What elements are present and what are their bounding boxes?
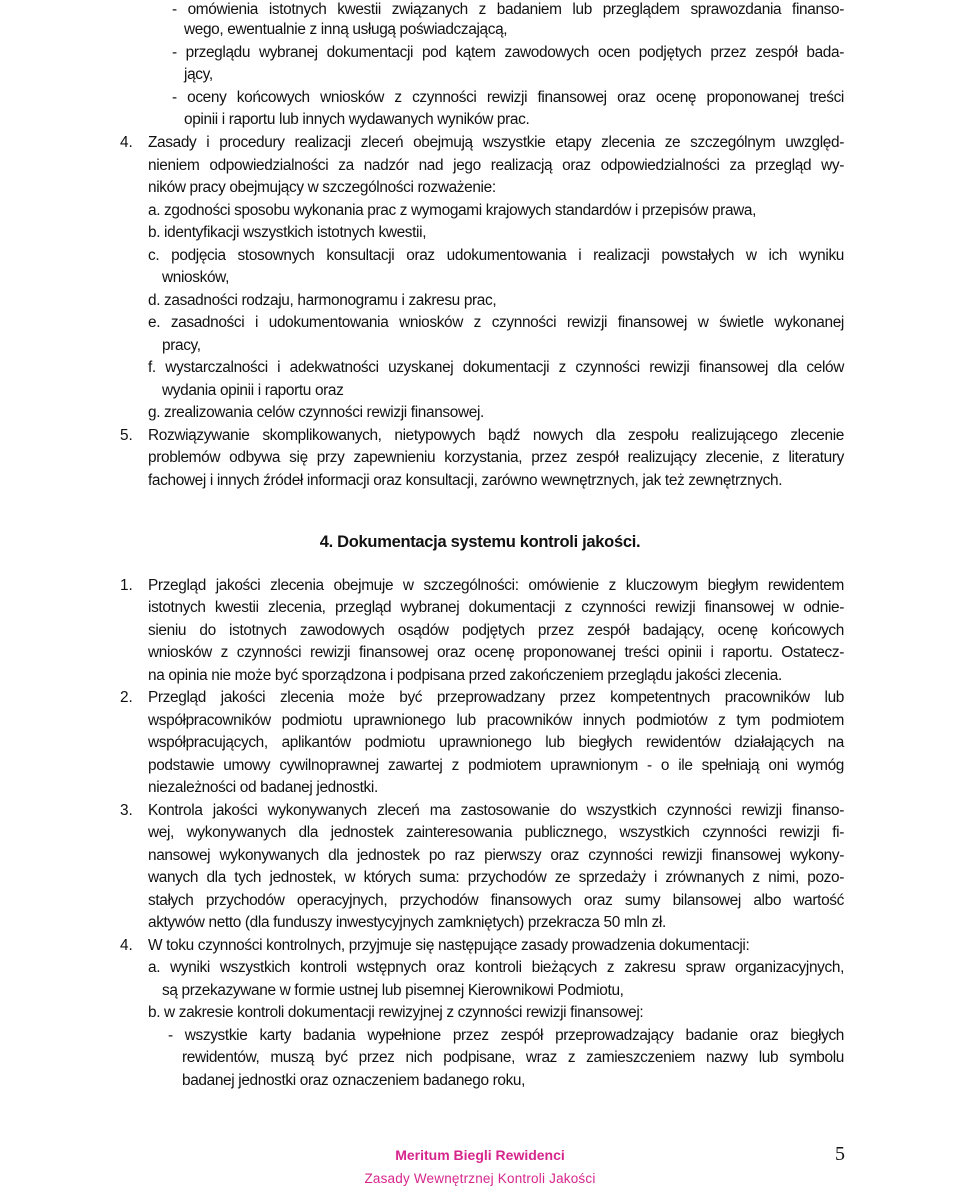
paragraph-line: wniosków z czynności rewizji finansowej oraz ocenę proponowanej treści opinii i raportu. Ostatecz- bbox=[148, 644, 844, 661]
paragraph-line: nansowej wykonywanych dla jednostek po raz pierwszy oraz czynności rewizji finansowej wykony- bbox=[148, 847, 844, 864]
paragraph-line: Przegląd jakości zlecenia może być przeprowadzany przez kompetentnych pracowników lub bbox=[148, 689, 844, 706]
page-number: 5 bbox=[835, 1143, 845, 1165]
bullet-line: - przeglądu wybranej dokumentacji pod kątem zawodowych ocen podjętych przez zespół bada- bbox=[172, 44, 844, 61]
list-number: 4. bbox=[120, 134, 133, 151]
section-heading: 4. Dokumentacja systemu kontroli jakości. bbox=[319, 533, 641, 551]
paragraph-line: Zasady i procedury realizacji zleceń obejmują wszystkie etapy zlecenia ze szczególnym uwzględ- bbox=[148, 134, 844, 151]
bullet-line: jący, bbox=[184, 66, 213, 83]
sub-item: e. zasadności i udokumentowania wniosków z czynności rewizji finansowej w świetle wykonanej bbox=[148, 314, 844, 331]
sub-item: pracy, bbox=[162, 337, 201, 354]
list-number: 2. bbox=[120, 689, 133, 706]
sub-item: a. wyniki wszystkich kontroli wstępnych oraz kontroli bieżących z zakresu spraw organizacyjnych, bbox=[148, 959, 844, 976]
list-number: 1. bbox=[120, 577, 133, 594]
bullet-line: - wszystkie karty badania wypełnione przez zespół przeprowadzający badanie oraz biegłych bbox=[168, 1027, 844, 1044]
paragraph-line: na opinia nie może być sporządzona i podpisana przed zakończeniem przeglądu jakości zlecenia. bbox=[148, 667, 782, 684]
paragraph-line: współpracowników podmiotu uprawnionego lub pracowników innych podmiotów z tym podmiotem bbox=[148, 712, 844, 729]
list-number: 4. bbox=[120, 937, 133, 954]
sub-item: wydania opinii i raportu oraz bbox=[162, 382, 344, 399]
sub-item: a. zgodności sposobu wykonania prac z wymogami krajowych standardów i przepisów prawa, bbox=[148, 202, 757, 219]
paragraph-line: stałych przychodów operacyjnych, przychodów finansowych oraz sumy bilansowej albo wartość bbox=[148, 892, 844, 909]
paragraph-line: niezależności od badanej jednostki. bbox=[148, 779, 378, 796]
paragraph-line: wej, wykonywanych dla jednostek zainteresowania publicznego, wszystkich czynności rewizji fi- bbox=[148, 824, 844, 841]
paragraph-line: wanych dla tych jednostek, w których suma: przychodów ze sprzedaży i zrównanych z nimi, pozo- bbox=[148, 869, 844, 886]
paragraph-line: aktywów netto (dla funduszy inwestycyjnych zamkniętych) przekracza 50 mln zł. bbox=[148, 914, 666, 931]
paragraph-line: Przegląd jakości zlecenia obejmuje w szczególności: omówienie z kluczowym biegłym rewidentem bbox=[148, 577, 844, 594]
bullet-line: - oceny końcowych wniosków z czynności rewizji finansowej oraz ocenę proponowanej treści bbox=[172, 89, 844, 106]
sub-item: f. wystarczalności i adekwatności uzyskanej dokumentacji z czynności rewizji finansowej dla celów bbox=[148, 359, 844, 376]
sub-item: b. identyfikacji wszystkich istotnych kwestii, bbox=[148, 224, 427, 241]
bullet-line: rewidentów, muszą być przez nich podpisane, wraz z zamieszczeniem nazwy lub symbolu bbox=[182, 1049, 844, 1066]
paragraph-line: współpracujących, aplikantów podmiotu uprawnionego lub biegłych rewidentów działających na bbox=[148, 734, 844, 751]
sub-item: wniosków, bbox=[162, 269, 229, 286]
paragraph-line: sieniu do istotnych zawodowych osądów podjętych przez zespół badający, ocenę końcowych bbox=[148, 622, 844, 639]
sub-item: b. w zakresie kontroli dokumentacji rewizyjnej z czynności rewizji finansowej: bbox=[148, 1004, 644, 1021]
paragraph-line: podstawie umowy cywilnoprawnej zawartej z podmiotem uprawnionym - o ile spełniają oni wymóg bbox=[148, 757, 844, 774]
sub-item: d. zasadności rodzaju, harmonogramu i zakresu prac, bbox=[148, 292, 497, 309]
bullet-line: - omówienia istotnych kwestii związanych z badaniem lub przeglądem sprawozdania finanso- bbox=[172, 1, 844, 18]
list-number: 3. bbox=[120, 802, 133, 819]
sub-item: g. zrealizowania celów czynności rewizji finansowej. bbox=[148, 404, 484, 421]
bullet-line: opinii i raportu lub innych wydawanych wyników prac. bbox=[184, 111, 530, 128]
bullet-line: wego, ewentualnie z inną usługą poświadczającą, bbox=[184, 21, 508, 38]
paragraph-line: fachowej i innych źródeł informacji oraz konsultacji, zarówno wewnętrznych, jak też zewnętrznych. bbox=[148, 472, 783, 489]
footer-brand: Meritum Biegli Rewidenci bbox=[395, 1147, 565, 1163]
paragraph-line: W toku czynności kontrolnych, przyjmuje się następujące zasady prowadzenia dokumentacji: bbox=[148, 937, 750, 954]
bullet-line: badanej jednostki oraz oznaczeniem badanego roku, bbox=[182, 1072, 526, 1089]
paragraph-line: istotnych kwestii zlecenia, przegląd wybranej dokumentacji z czynności rewizji finansowej w odnie- bbox=[148, 599, 844, 616]
sub-item: c. podjęcia stosownych konsultacji oraz udokumentowania i realizacji powstałych w ich wyniku bbox=[148, 247, 844, 264]
footer-subtitle: Zasady Wewnętrznej Kontroli Jakości bbox=[364, 1171, 596, 1186]
paragraph-line: Kontrola jakości wykonywanych zleceń ma zastosowanie do wszystkich czynności rewizji finanso- bbox=[148, 802, 844, 819]
paragraph-line: problemów odbywa się przy zapewnieniu korzystania, przez zespół realizujący zlecenie, z literatury bbox=[148, 449, 844, 466]
paragraph-line: Rozwiązywanie skomplikowanych, nietypowych bądź nowych dla zespołu realizującego zlecenie bbox=[148, 427, 844, 444]
paragraph-line: nieniem odpowiedzialności za nadzór nad jego realizacją oraz odpowiedzialności za przegląd wy- bbox=[148, 157, 844, 174]
list-number: 5. bbox=[120, 427, 133, 444]
paragraph-line: ników pracy obejmujący w szczególności rozważenie: bbox=[148, 179, 496, 196]
sub-item: są przekazywane w formie ustnej lub pisemnej Kierownikowi Podmiotu, bbox=[162, 982, 624, 999]
